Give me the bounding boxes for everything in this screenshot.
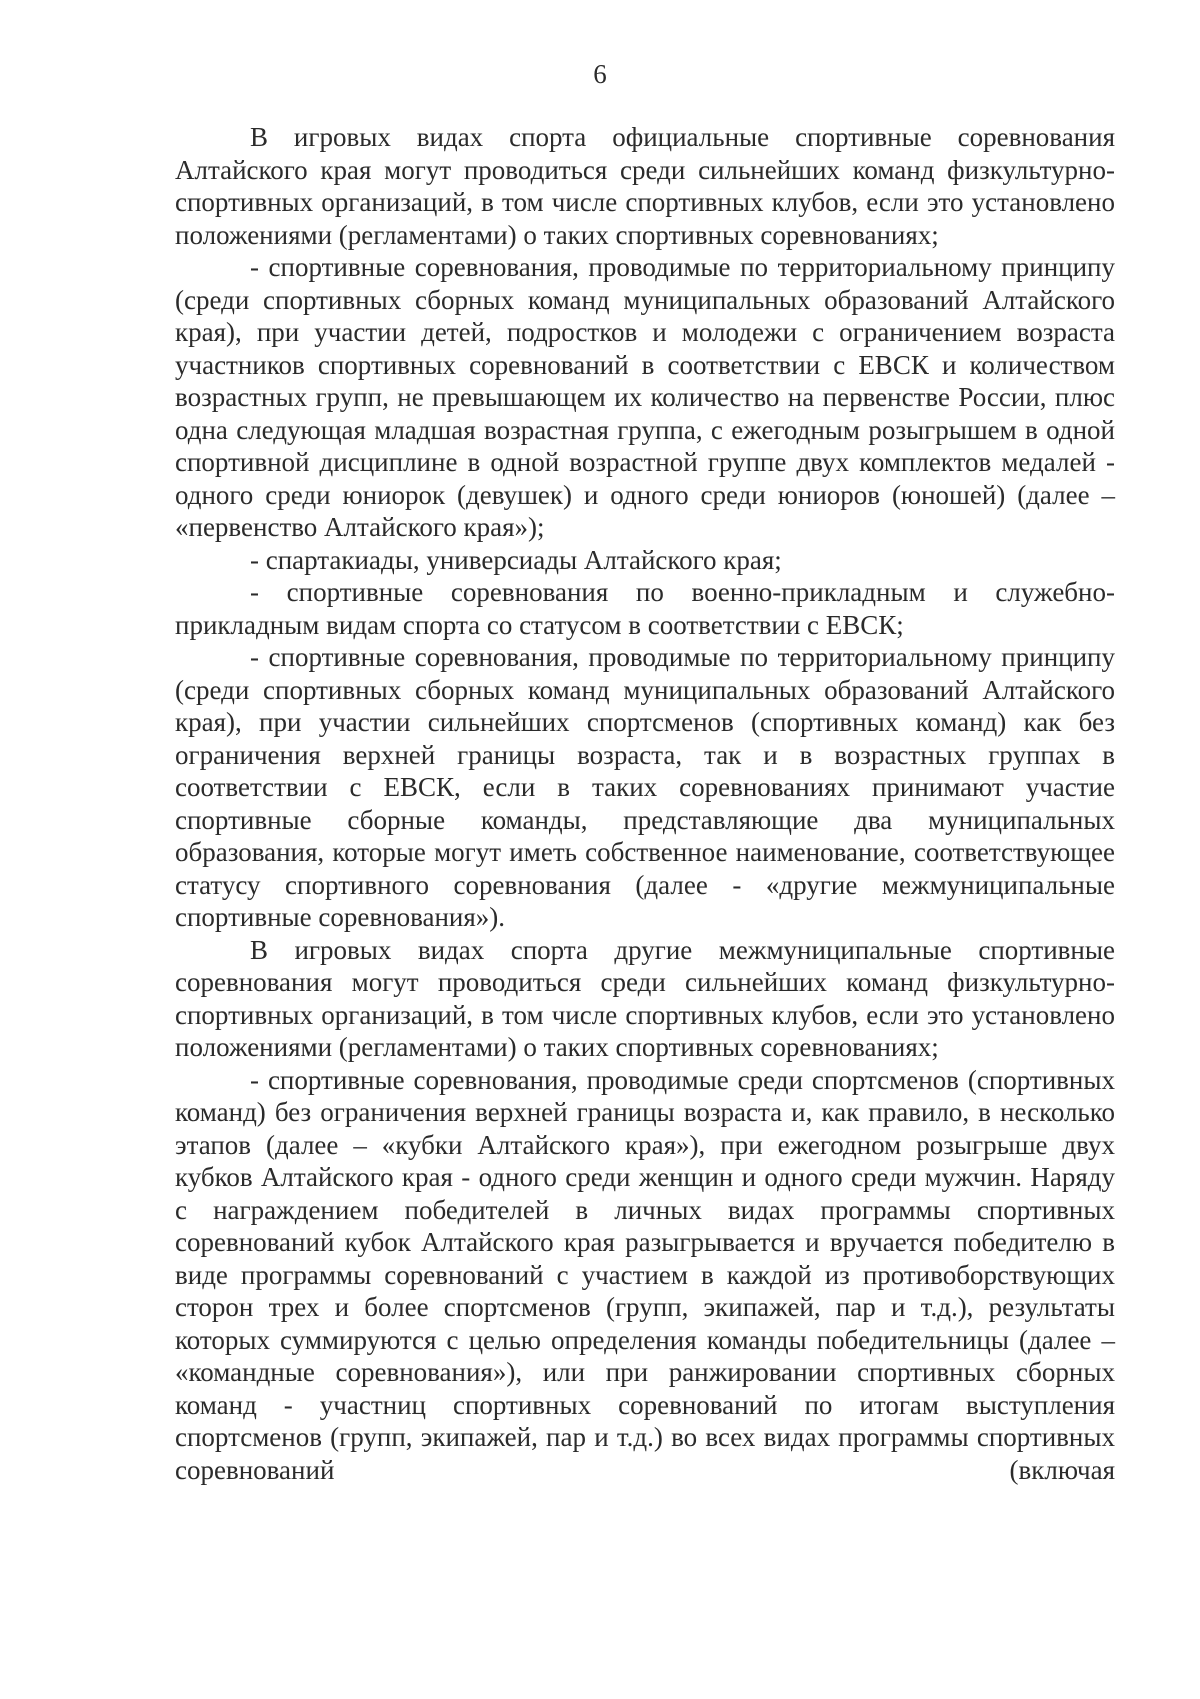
paragraph-spartakiads: - спартакиады, универсиады Алтайского края; [250,544,782,575]
page-number: 6 [593,59,607,89]
document-body [175,121,1115,1486]
paragraph-regional-championship: - спортивные соревнования, проводимые по территориальному принципу (среди спортивных сборных команд муниципальных образований Алтайского края), при участии детей, подростков и молодежи с ограничением возраста участников спортивных соревнований в соответствии с ЕВСК и количеством возрастных групп, не превышающем их количество на первенстве России, плюс одна следующая младшая возрастная группа, с ежегодным розыгрышем в одной спортивной дисциплине в одной возрастной группе двух комплектов медалей - одного среди юниорок (девушек) и одного среди юниоров (юношей) (далее – «первенство Алтайского края»); [175,252,1115,542]
paragraph-game-sports-official: В игровых видах спорта официальные спортивные соревнования Алтайского края могут проводиться среди сильнейших команд физкультурно-спортивных организаций, в том числе спортивных клубов, если это установлено положениями (регламентами) о таких спортивных соревнованиях; [175,122,1115,250]
paragraph-military-applied: - спортивные соревнования по военно-прикладным и служебно-прикладным видам спорта со статусом в соответствии с ЕВСК; [175,577,1115,640]
paragraph-game-sports-intermunicipal: В игровых видах спорта другие межмуниципальные спортивные соревнования могут проводиться среди сильнейших команд физкультурно-спортивных организаций, в том числе спортивных клубов, если это установлено положениями (регламентами) о таких спортивных соревнованиях; [175,934,1115,1062]
paragraph-regional-cups: - спортивные соревнования, проводимые среди спортсменов (спортивных команд) без ограничения верхней границы возраста и, как правило, в несколько этапов (далее – «кубки Алтайского края»), при ежегодном розыгрыше двух кубков Алтайского края - одного среди женщин и одного среди мужчин. Наряду с награждением победителей в личных видах программы спортивных соревнований кубок Алтайского края разыгрывается и вручается победителю в виде программы соревнований с участием в каждой из противоборствующих сторон трех и более спортсменов (групп, экипажей, пар и т.д.), результаты которых суммируются с целью определения команды победительницы (далее – «командные соревнования»), или при ранжировании спортивных сборных команд - участниц спортивных соревнований по итогам выступления спортсменов (групп, экипажей, пар и т.д.) во всех видах программы спортивных соревнований (включая [175,1064,1115,1485]
paragraph-intermunicipal: - спортивные соревнования, проводимые по территориальному принципу (среди спортивных сборных команд муниципальных образований Алтайского края), при участии сильнейших спортсменов (спортивных команд) как без ограничения верхней границы возраста, так и в возрастных группах в соответствии с ЕВСК, если в таких соревнованиях принимают участие спортивные сборные команды, представляющие два муниципальных образования, которые могут иметь собственное наименование, соответствующее статусу спортивного соревнования (далее - «другие межмуниципальные спортивные соревнования»). [175,642,1115,932]
